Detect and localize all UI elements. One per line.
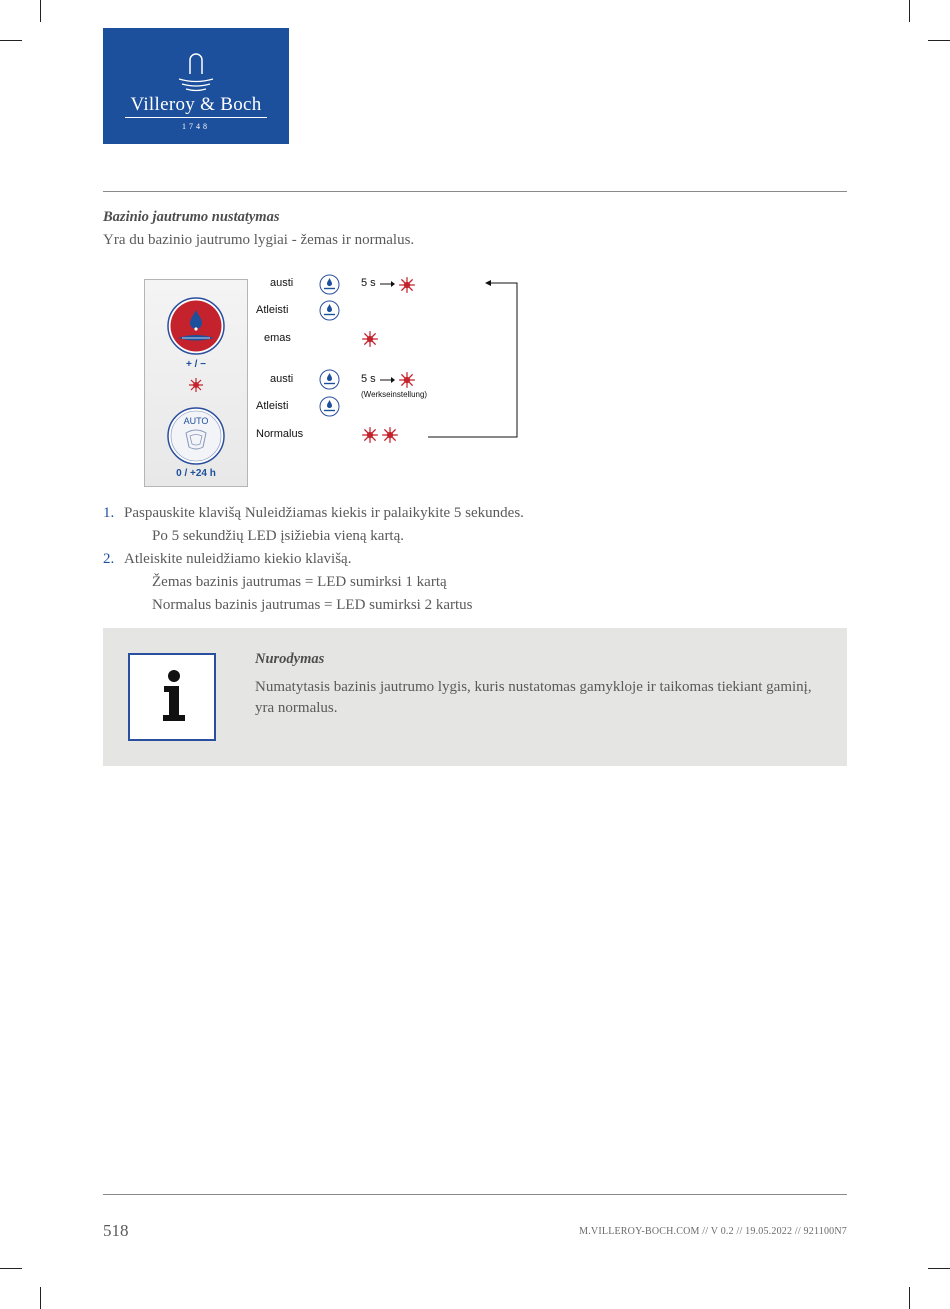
crop-mark [0,40,22,41]
plus-minus-label: + / − [185,359,206,370]
step-1 [103,505,524,522]
small-button-icon [319,274,340,295]
logo-underline [125,117,267,118]
row-time: 5 s [361,373,376,385]
section-intro: Yra du bazinio jautrumo lygiai - žemas ir normalus. [103,232,415,248]
logo-arch-icon [171,50,221,92]
led-icon [188,377,204,393]
auto-label: AUTO [183,416,209,426]
step-2-sub: Žemas bazinis jautrumas = LED sumirksi 1 kartą [152,574,447,590]
header-rule [103,191,847,192]
note-box [103,628,847,766]
row-time: 5 s [361,277,376,289]
row-label-press: austi [270,277,294,289]
led-icon [361,330,379,348]
led-icon [398,371,416,389]
small-button-icon [319,369,340,390]
note-title: Nurodymas [255,651,325,667]
crop-mark [0,1268,22,1269]
factory-setting-note: (Werkseinstellung) [361,390,428,399]
footer-info: M.VILLEROY-BOCH.COM // V 0.2 // 19.05.2022 // 921100N7 [579,1226,847,1237]
row-label-release: Atleisti [256,400,289,412]
small-button-icon [319,396,340,417]
note-text: Numatytasis bazinis jautrumo lygis, kuris nustatomas gamykloje ir taikomas tiekiant gaminį, yra normalus. [255,679,812,716]
step-2-sub: Normalus bazinis jautrumas = LED sumirksi 2 kartus [152,597,473,613]
info-icon [128,653,216,741]
row-label-low: emas [264,332,291,344]
step-number: 1. [103,505,115,521]
led-icon [361,426,379,444]
led-icon [381,426,399,444]
crop-mark [909,0,910,22]
flush-volume-button [166,296,226,356]
step-number: 2. [103,551,115,567]
loop-connector [426,276,522,442]
row-label-press: austi [270,373,294,385]
crop-mark [928,40,950,41]
control-panel [144,279,248,487]
small-button-icon [319,300,340,321]
step-2 [103,551,351,568]
row-label-release: Atleisti [256,304,289,316]
logo-year: 1748 [182,122,210,131]
crop-mark [40,0,41,22]
brand-logo [103,28,289,144]
crop-mark [928,1268,950,1269]
crop-mark [40,1287,41,1309]
arrow-icon [380,280,396,288]
step-text: Atleiskite nuleidžiamo kiekio klavišą. [124,551,352,567]
section-title: Bazinio jautrumo nustatymas [103,209,280,225]
led-icon [398,276,416,294]
page-number: 518 [103,1221,129,1240]
auto-button [166,406,226,466]
timer-label: 0 / +24 h [176,468,216,479]
footer-rule [103,1194,847,1195]
arrow-icon [380,376,396,384]
step-1-sub: Po 5 sekundžių LED įsižiebia vieną kartą. [152,528,405,544]
row-label-normal: Normalus [256,428,304,440]
logo-wordmark: Villeroy & Boch [130,94,262,115]
step-text: Paspauskite klavišą Nuleidžiamas kiekis ir palaikykite 5 sekundes. [124,505,524,521]
crop-mark [909,1287,910,1309]
